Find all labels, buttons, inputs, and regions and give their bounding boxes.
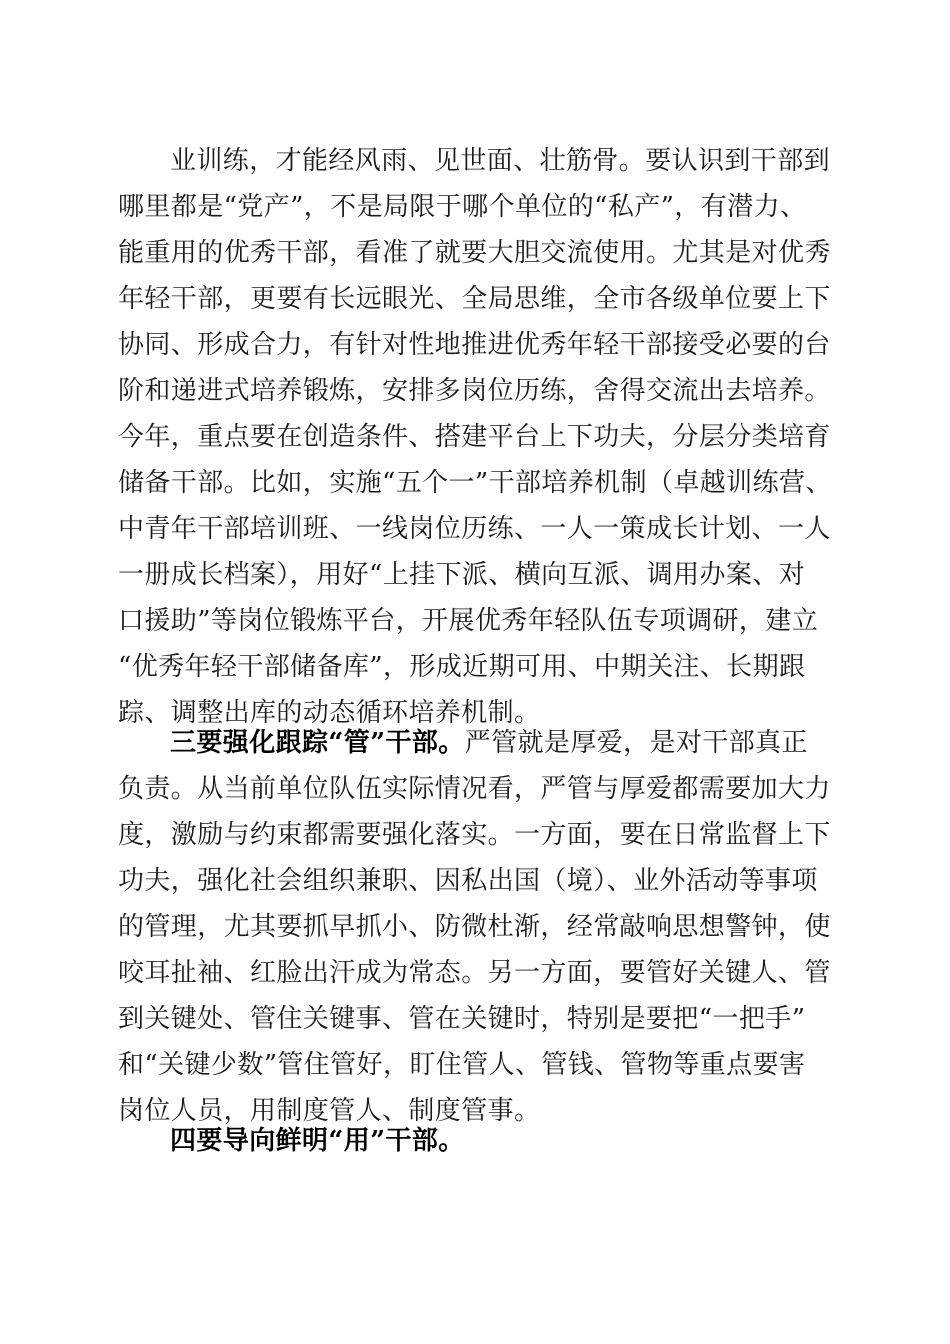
paragraph-line: 口援助”等岗位锻炼平台，开展优秀年轻队伍专项调研，建立 [118, 606, 819, 636]
paragraph-line: 阶和递进式培养锻炼，安排多岗位历练，舍得交流出去培养。 [118, 376, 831, 406]
paragraph-text: 严管就是厚爱，是对干部真正 [464, 728, 808, 758]
paragraph-line: 岗位人员，用制度管人、制度管事。 [118, 1096, 541, 1126]
paragraph-line: 中青年干部培训班、一线岗位历练、一人一策成长计划、一人 [118, 514, 831, 544]
paragraph-first-line [118, 720, 890, 766]
paragraph-line: 度，激励与约束都需要强化落实。一方面，要在日常监督上下 [118, 820, 831, 850]
paragraph-line: 和“关键少数”管住管好，盯住管人、管钱、管物等重点要害 [118, 1050, 806, 1080]
paragraph-line: 业训练，才能经风雨、见世面、壮筋骨。要认识到干部到 [170, 146, 831, 176]
paragraph-line: 一册成长档案），用好“上挂下派、横向互派、调用办案、对 [118, 560, 806, 590]
paragraph-line: 能重用的优秀干部，看准了就要大胆交流使用。尤其是对优秀 [118, 238, 831, 268]
paragraph-line: 储备干部。比如，实施“五个一”干部培养机制（卓越训练营、 [118, 468, 832, 498]
paragraph-line: 踪、调整出库的动态循环培养机制。 [118, 698, 541, 728]
paragraph-line: 年轻干部，更要有长远眼光、全局思维，全市各级单位要上下 [118, 284, 831, 314]
paragraph-line: 到关键处、管住关键事、管在关键时，特别是要把“一把手” [118, 1004, 806, 1034]
paragraph-line: 今年，重点要在创造条件、搭建平台上下功夫，分层分类培育 [118, 422, 831, 452]
paragraph-line: 咬耳扯袖、红脸出汗成为常态。另一方面，要管好关键人、管 [118, 958, 831, 988]
paragraph-line: 功夫，强化社会组织兼职、因私出国（境）、业外活动等事项 [118, 866, 818, 896]
paragraph-line: 协同、形成合力，有针对性地推进优秀年轻干部接受必要的台 [118, 330, 831, 360]
paragraph-line: 负责。从当前单位队伍实际情况看，严管与厚爱都需要加大力 [118, 774, 831, 804]
paragraph-line: “优秀年轻干部储备库”，形成近期可用、中期关注、长期跟 [118, 652, 806, 682]
paragraph-line: 的管理，尤其要抓早抓小、防微杜渐，经常敲响思想警钟，使 [118, 912, 831, 942]
section-heading-4: 四要导向鲜明“用”干部。 [170, 1126, 465, 1156]
section-heading-3: 三要强化跟踪“管”干部。 [170, 728, 465, 758]
paragraph-line: 哪里都是“党产”，不是局限于哪个单位的“私产”，有潜力、 [118, 192, 807, 222]
